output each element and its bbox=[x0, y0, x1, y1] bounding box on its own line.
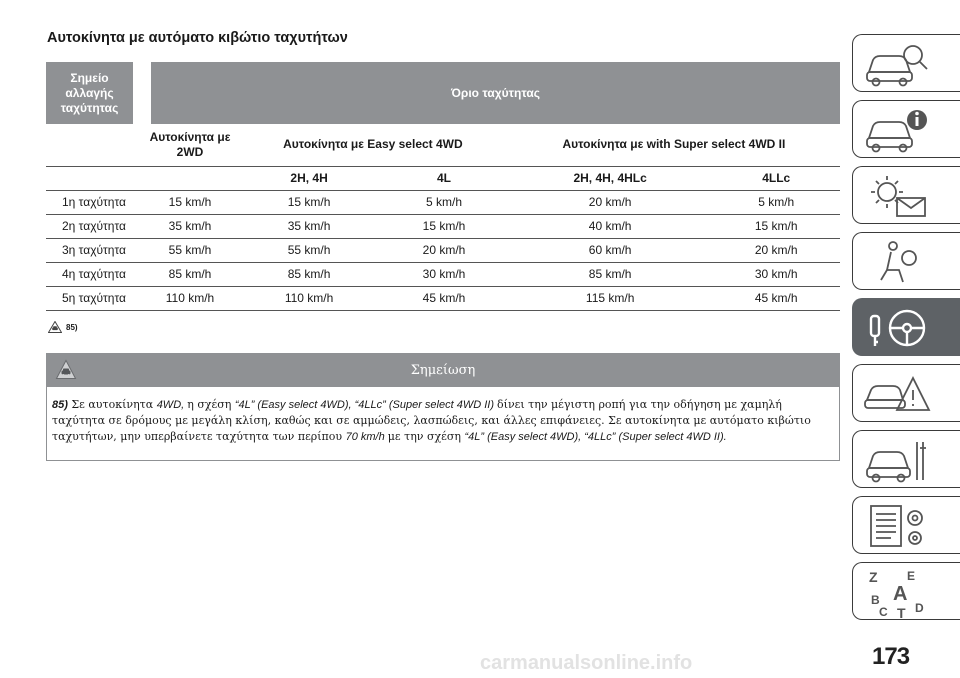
note-part: 4WD, bbox=[156, 399, 188, 411]
speed-cell: 20 km/h bbox=[380, 238, 508, 262]
table-mode-row bbox=[46, 166, 840, 190]
table-row bbox=[46, 238, 840, 262]
sidebar-tab-maintenance[interactable] bbox=[852, 430, 960, 488]
svg-text:D: D bbox=[915, 601, 924, 615]
specs-gear-icon bbox=[863, 500, 933, 552]
svg-text:E: E bbox=[907, 569, 916, 583]
table-row bbox=[46, 190, 840, 214]
gear-label: 3η ταχύτητα bbox=[46, 238, 142, 262]
speed-cell: 15 km/h bbox=[142, 190, 238, 214]
car-search-icon bbox=[863, 38, 933, 90]
gear-label: 4η ταχύτητα bbox=[46, 262, 142, 286]
sidebar-tab-emergency[interactable] bbox=[852, 364, 960, 422]
speed-cell: 45 km/h bbox=[712, 286, 840, 310]
subheader-2wd: Αυτοκίνητα με 2WD bbox=[142, 124, 238, 166]
mode-cell: 4LLc bbox=[712, 166, 840, 190]
table-row bbox=[46, 214, 840, 238]
page-title: Αυτοκίνητα με αυτόματο κιβώτιο ταχυτήτων bbox=[47, 30, 348, 46]
mode-cell: 2H, 4H, 4HLc bbox=[508, 166, 713, 190]
key-steering-icon bbox=[863, 302, 933, 354]
speed-cell: 35 km/h bbox=[238, 214, 380, 238]
speed-cell: 115 km/h bbox=[508, 286, 713, 310]
speed-cell: 40 km/h bbox=[508, 214, 713, 238]
alphabet-index-icon bbox=[863, 566, 933, 618]
svg-text:C: C bbox=[879, 605, 888, 618]
warning-lights-icon bbox=[863, 170, 933, 222]
warning-ref-label: 85) bbox=[66, 322, 78, 332]
mode-empty bbox=[46, 166, 142, 190]
subheader-empty bbox=[46, 124, 142, 166]
speed-cell: 30 km/h bbox=[380, 262, 508, 286]
subheader-super-select: Αυτοκίνητα με with Super select 4WD II bbox=[508, 124, 840, 166]
sidebar-tab-car-search[interactable] bbox=[852, 34, 960, 92]
note-part: με την σχέση bbox=[387, 430, 465, 443]
car-service-tools-icon bbox=[863, 434, 933, 486]
header-speed-limit: Όριο ταχύτητας bbox=[142, 62, 840, 124]
svg-text:T: T bbox=[897, 605, 906, 618]
svg-text:A: A bbox=[893, 583, 908, 605]
note-box bbox=[46, 353, 840, 461]
table-row bbox=[46, 262, 840, 286]
note-part: η σχέση bbox=[187, 398, 235, 411]
note-heading: Σημείωση bbox=[410, 363, 476, 378]
car-note-icon bbox=[55, 359, 77, 381]
speed-cell: 15 km/h bbox=[380, 214, 508, 238]
speed-cell: 15 km/h bbox=[238, 190, 380, 214]
sidebar-tab-driving[interactable] bbox=[852, 298, 960, 356]
mode-empty bbox=[142, 166, 238, 190]
note-part: δίνει την μέγιστη ροπή για την οδήγηση με χαμηλή ταχύτητα σε δρόμους με μεγάλη κλίση, καθώς και σε αμμώδεις, λασπώδεις, και άλλες επιφάνειες. Σε αυτοκίνητα με αυτόματο κιβώτιο ταχυτήτων, μην υπερβαίνετε ταχύτητα των περίπου bbox=[52, 398, 811, 443]
note-part: “4L” (Easy select 4WD), “4LLc” (Super select 4WD II). bbox=[464, 431, 727, 443]
speed-limit-table bbox=[46, 62, 840, 311]
gear-label: 5η ταχύτητα bbox=[46, 286, 142, 310]
speed-cell: 85 km/h bbox=[238, 262, 380, 286]
mode-cell: 4L bbox=[380, 166, 508, 190]
speed-cell: 20 km/h bbox=[508, 190, 713, 214]
speed-cell: 45 km/h bbox=[380, 286, 508, 310]
speed-cell: 110 km/h bbox=[142, 286, 238, 310]
warning-reference[interactable] bbox=[48, 321, 78, 333]
header-gear-point: Σημείο αλλαγής ταχύτητας bbox=[46, 62, 142, 124]
sidebar-tab-specs[interactable] bbox=[852, 496, 960, 554]
gear-label: 2η ταχύτητα bbox=[46, 214, 142, 238]
svg-text:Z: Z bbox=[869, 569, 878, 585]
speed-cell: 85 km/h bbox=[142, 262, 238, 286]
note-ref: 85) bbox=[52, 399, 68, 411]
sidebar-tab-index[interactable] bbox=[852, 562, 960, 620]
speed-cell: 55 km/h bbox=[238, 238, 380, 262]
speed-cell: 60 km/h bbox=[508, 238, 713, 262]
sidebar-tab-airbag[interactable] bbox=[852, 232, 960, 290]
note-part: 70 km/h bbox=[345, 431, 388, 443]
subheader-easy-select: Αυτοκίνητα με Easy select 4WD bbox=[238, 124, 508, 166]
car-warning-icon bbox=[48, 321, 62, 333]
table-header-row bbox=[46, 62, 840, 124]
speed-cell: 15 km/h bbox=[712, 214, 840, 238]
car-info-icon bbox=[863, 104, 933, 156]
sidebar-tab-car-info[interactable] bbox=[852, 100, 960, 158]
note-part: Σε αυτοκίνητα bbox=[71, 398, 157, 411]
sidebar-tab-warning-lights[interactable] bbox=[852, 166, 960, 224]
note-text bbox=[47, 387, 839, 445]
page-number: 173 bbox=[872, 643, 910, 670]
svg-text:B: B bbox=[871, 593, 880, 607]
speed-cell: 20 km/h bbox=[712, 238, 840, 262]
speed-cell: 85 km/h bbox=[508, 262, 713, 286]
note-part: “4L” (Easy select 4WD), “4LLc” (Super select 4WD II) bbox=[234, 399, 498, 411]
speed-cell: 55 km/h bbox=[142, 238, 238, 262]
speed-cell: 5 km/h bbox=[712, 190, 840, 214]
speed-cell: 30 km/h bbox=[712, 262, 840, 286]
table-row bbox=[46, 286, 840, 310]
gear-label: 1η ταχύτητα bbox=[46, 190, 142, 214]
mode-cell: 2H, 4H bbox=[238, 166, 380, 190]
watermark: carmanualsonline.info bbox=[480, 652, 693, 674]
speed-cell: 110 km/h bbox=[238, 286, 380, 310]
airbag-seat-icon bbox=[863, 236, 933, 288]
note-header bbox=[47, 354, 839, 387]
speed-cell: 35 km/h bbox=[142, 214, 238, 238]
speed-cell: 5 km/h bbox=[380, 190, 508, 214]
car-warning-triangle-icon bbox=[863, 368, 933, 420]
table-subheader-row bbox=[46, 124, 840, 166]
